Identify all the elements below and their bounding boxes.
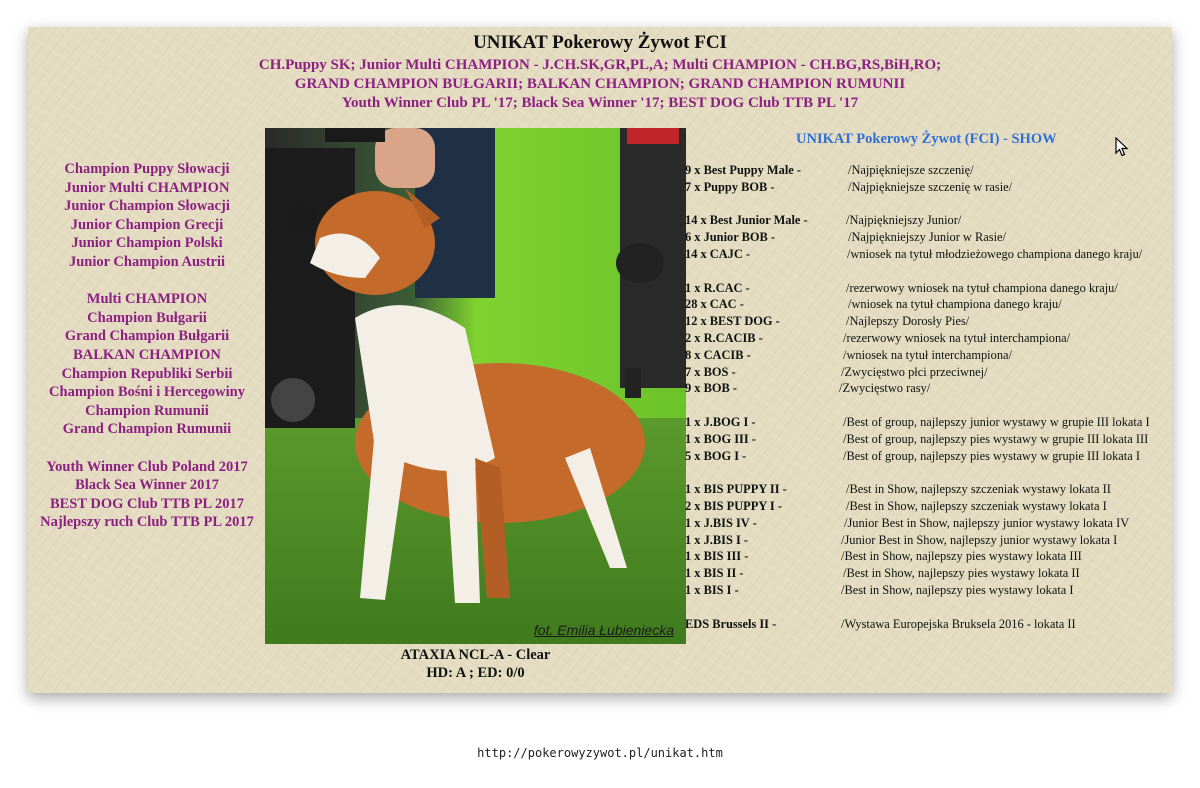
title-item: Champion Rumunii bbox=[85, 402, 209, 419]
award-row bbox=[685, 380, 1171, 397]
award-row bbox=[685, 431, 1171, 448]
award-description: /rezerwowy wniosek na tytuł interchampiona/ bbox=[843, 330, 1071, 345]
award-row bbox=[685, 498, 1171, 515]
award-count: 7 x BOS - bbox=[685, 364, 736, 379]
health-caption-line2: HD: A ; ED: 0/0 bbox=[426, 665, 525, 681]
award-description: /Best of group, najlepszy junior wystawy w grupie III lokata I bbox=[843, 414, 1150, 429]
awards-spacer bbox=[685, 464, 1171, 481]
source-url: http://pokerowyzywot.pl/unikat.htm bbox=[477, 746, 723, 760]
award-description: /Best in Show, najlepszy pies wystawy lokata II bbox=[843, 566, 1080, 581]
award-description: /Best of group, najlepszy pies wystawy w grupie III lokata III bbox=[843, 431, 1149, 446]
title-item: Junior Champion Słowacji bbox=[64, 198, 230, 215]
award-count: EDS Brussels II - bbox=[685, 616, 777, 631]
award-description: /Zwycięstwo płci przeciwnej/ bbox=[841, 364, 988, 379]
award-row bbox=[685, 296, 1171, 313]
award-row bbox=[685, 313, 1171, 330]
award-count: 12 x BEST DOG - bbox=[685, 314, 780, 329]
award-row bbox=[685, 481, 1171, 498]
mouse-cursor-icon bbox=[1115, 137, 1129, 162]
awards-spacer bbox=[685, 196, 1171, 213]
award-row bbox=[685, 330, 1171, 347]
title-item: Junior Champion Polski bbox=[71, 235, 223, 252]
award-count: 1 x BIS III - bbox=[685, 549, 749, 564]
title-item: Najlepszy ruch Club TTB PL 2017 bbox=[40, 514, 254, 531]
award-count: 1 x BIS PUPPY II - bbox=[685, 482, 787, 497]
award-row bbox=[685, 582, 1171, 599]
award-row bbox=[685, 515, 1171, 532]
header-line-2: GRAND CHAMPION BUŁGARII; BALKAN CHAMPION; GRAND CHAMPION RUMUNII bbox=[294, 76, 906, 92]
page-title: UNIKAT Pokerowy Żywot FCI bbox=[473, 32, 727, 53]
title-item: BEST DOG Club TTB PL 2017 bbox=[49, 495, 245, 512]
title-item: Multi CHAMPION bbox=[86, 291, 208, 308]
titles-list bbox=[28, 160, 266, 532]
award-row bbox=[685, 162, 1171, 179]
title-item: Junior Champion Grecji bbox=[70, 216, 224, 233]
award-description: /Najpiękniejszy Junior w Rasie/ bbox=[848, 230, 1006, 245]
award-row bbox=[685, 364, 1171, 381]
award-count: 1 x J.BOG I - bbox=[685, 414, 756, 429]
award-count: 9 x BOB - bbox=[685, 381, 737, 396]
dog-photo bbox=[265, 128, 686, 644]
award-description: /Best in Show, najlepszy pies wystawy lokata III bbox=[841, 549, 1082, 564]
title-item: Champion Bułgarii bbox=[87, 309, 207, 326]
award-count: 1 x R.CAC - bbox=[685, 280, 750, 295]
award-count: 1 x J.BIS IV - bbox=[685, 515, 757, 530]
award-count: 1 x BOG III - bbox=[685, 431, 756, 446]
award-description: /Best of group, najlepszy pies wystawy w grupie III lokata I bbox=[843, 448, 1140, 463]
award-row bbox=[685, 212, 1171, 229]
award-description: /Zwycięstwo rasy/ bbox=[839, 381, 931, 396]
page-panel bbox=[28, 27, 1172, 693]
award-row bbox=[685, 280, 1171, 297]
award-count: 8 x CACIB - bbox=[685, 347, 751, 362]
title-item: Junior Multi CHAMPION bbox=[64, 179, 230, 196]
award-count: 14 x Best Junior Male - bbox=[685, 213, 808, 228]
award-count: 9 x Best Puppy Male - bbox=[685, 163, 801, 177]
award-row bbox=[685, 347, 1171, 364]
health-caption-line1: ATAXIA NCL-A - Clear bbox=[400, 647, 551, 663]
award-description: /Best in Show, najlepszy szczeniak wystawy lokata I bbox=[846, 498, 1107, 513]
award-count: 1 x BIS II - bbox=[685, 566, 744, 581]
award-count: 2 x BIS PUPPY I - bbox=[685, 498, 782, 513]
award-description: /Best in Show, najlepszy pies wystawy lokata I bbox=[841, 582, 1074, 597]
award-count: 14 x CAJC - bbox=[685, 246, 751, 261]
award-description: /wniosek na tytuł championa danego kraju/ bbox=[848, 297, 1062, 312]
header-line-3: Youth Winner Club PL '17; Black Sea Winner '17; BEST DOG Club TTB PL '17 bbox=[341, 95, 859, 111]
awards-spacer bbox=[685, 599, 1171, 616]
award-description: /Junior Best in Show, najlepszy junior wystawy lokata IV bbox=[844, 515, 1130, 530]
title-item: Champion Republiki Serbii bbox=[61, 365, 233, 382]
title-item: Champion Bośni i Hercegowiny bbox=[49, 384, 245, 401]
award-description: /wniosek na tytuł interchampiona/ bbox=[843, 347, 1012, 362]
award-description: /wniosek na tytuł młodzieżowego championa danego kraju/ bbox=[847, 246, 1143, 261]
award-description: /Junior Best in Show, najlepszy junior wystawy lokata I bbox=[841, 532, 1118, 547]
award-row bbox=[685, 548, 1171, 565]
header-line-1: CH.Puppy SK; Junior Multi CHAMPION - J.CH.SK,GR,PL,A; Multi CHAMPION - CH.BG,RS,BiH,RO; bbox=[258, 57, 942, 73]
award-description: /Najpiękniejsze szczenię/ bbox=[848, 163, 974, 177]
award-count: 2 x R.CACIB - bbox=[685, 330, 763, 345]
awards-spacer bbox=[685, 397, 1171, 414]
award-row bbox=[685, 565, 1171, 582]
award-row bbox=[685, 179, 1171, 196]
award-row bbox=[685, 532, 1171, 549]
title-item: Junior Champion Austrii bbox=[68, 253, 226, 270]
award-count: 28 x CAC - bbox=[685, 297, 744, 312]
title-item: Black Sea Winner 2017 bbox=[75, 477, 219, 494]
award-row bbox=[685, 414, 1171, 431]
title-item: Grand Champion Bułgarii bbox=[64, 328, 230, 345]
award-count: 1 x BIS I - bbox=[685, 582, 739, 597]
award-count: 1 x J.BIS I - bbox=[685, 532, 748, 547]
award-count: 6 x Junior BOB - bbox=[685, 230, 775, 245]
title-item: Youth Winner Club Poland 2017 bbox=[46, 458, 248, 475]
award-description: /Najpiękniejszy Junior/ bbox=[846, 213, 962, 228]
award-description: /Best in Show, najlepszy szczeniak wystawy lokata II bbox=[846, 482, 1111, 497]
show-title: UNIKAT Pokerowy Żywot (FCI) - SHOW bbox=[796, 131, 1057, 147]
award-row bbox=[685, 616, 1171, 633]
award-description: /Najpiękniejsze szczenię w rasie/ bbox=[848, 179, 1013, 194]
award-description: /rezerwowy wniosek na tytuł championa danego kraju/ bbox=[846, 280, 1118, 295]
awards-spacer bbox=[685, 263, 1171, 280]
award-row bbox=[685, 229, 1171, 246]
title-item: BALKAN CHAMPION bbox=[73, 346, 221, 363]
award-description: /Najlepszy Dorosły Pies/ bbox=[846, 314, 970, 329]
title-item: Grand Champion Rumunii bbox=[62, 421, 232, 438]
photo-credit: fot. Emilia Łubieniecka bbox=[533, 622, 674, 638]
award-description: /Wystawa Europejska Bruksela 2016 - lokata II bbox=[841, 616, 1076, 631]
award-row bbox=[685, 448, 1171, 465]
award-count: 5 x BOG I - bbox=[685, 448, 747, 463]
title-item: Champion Puppy Słowacji bbox=[64, 161, 230, 177]
award-row bbox=[685, 246, 1171, 263]
award-count: 7 x Puppy BOB - bbox=[685, 179, 775, 194]
show-awards-list bbox=[685, 162, 1171, 632]
